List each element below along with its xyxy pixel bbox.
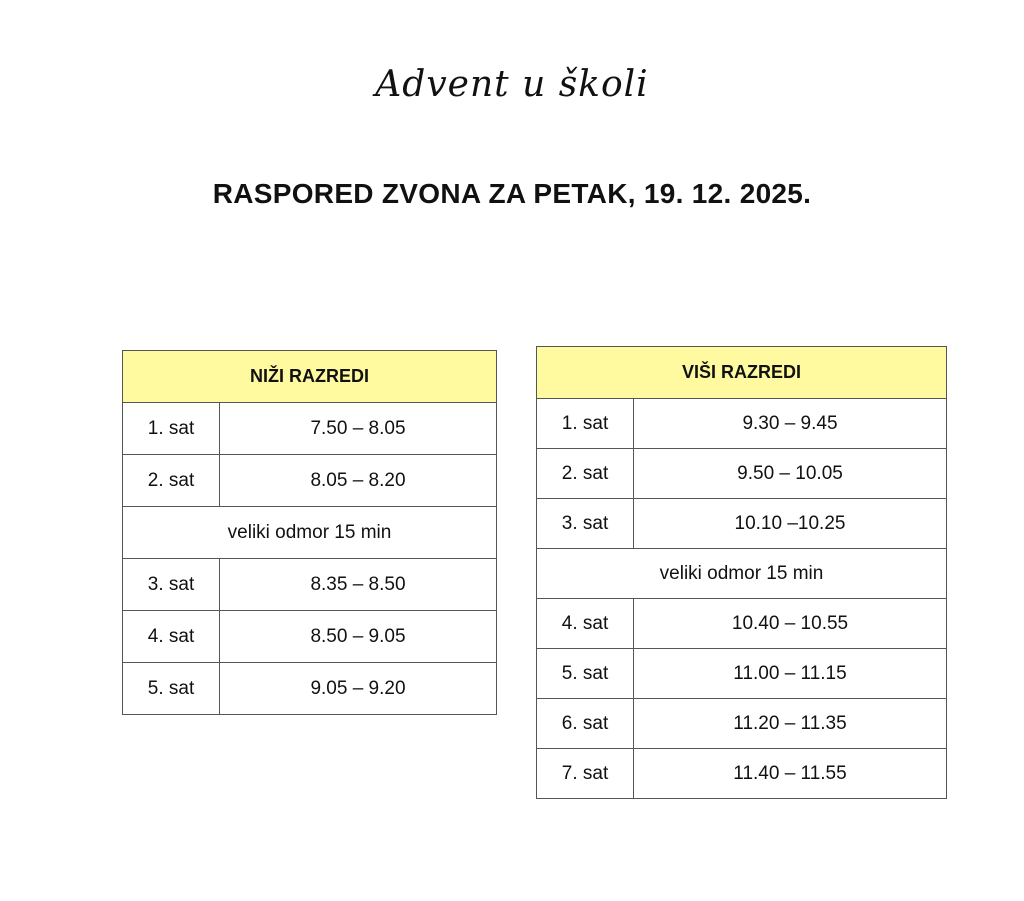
table-row xyxy=(537,699,947,749)
break-row xyxy=(537,549,947,599)
period-cell: 2. sat xyxy=(537,449,634,499)
table-row xyxy=(537,599,947,649)
period-cell: 1. sat xyxy=(537,399,634,449)
time-cell: 8.50 – 9.05 xyxy=(220,611,497,663)
schedule-subtitle: RASPORED ZVONA ZA PETAK, 19. 12. 2025. xyxy=(212,178,812,209)
time-cell: 10.40 – 10.55 xyxy=(634,599,947,649)
period-cell: 1. sat xyxy=(123,403,220,455)
table-row xyxy=(537,649,947,699)
period-cell: 4. sat xyxy=(123,611,220,663)
table-header-row xyxy=(123,351,497,403)
page-title: Advent u školi xyxy=(375,64,649,105)
time-cell: 8.35 – 8.50 xyxy=(220,559,497,611)
table-row xyxy=(123,559,497,611)
time-cell: 11.40 – 11.55 xyxy=(634,749,947,799)
time-cell: 8.05 – 8.20 xyxy=(220,455,497,507)
table-row xyxy=(123,663,497,715)
table-header-row xyxy=(537,347,947,399)
upper-grades-heading: VIŠI RAZREDI xyxy=(537,347,947,399)
upper-grades-table xyxy=(536,346,947,799)
period-cell: 3. sat xyxy=(537,499,634,549)
table-row xyxy=(123,455,497,507)
time-cell: 9.30 – 9.45 xyxy=(634,399,947,449)
break-row xyxy=(123,507,497,559)
table-row xyxy=(537,399,947,449)
period-cell: 4. sat xyxy=(537,599,634,649)
table-row xyxy=(537,499,947,549)
period-cell: 5. sat xyxy=(537,649,634,699)
break-cell: veliki odmor 15 min xyxy=(537,549,947,599)
period-cell: 7. sat xyxy=(537,749,634,799)
table-row xyxy=(123,611,497,663)
break-cell: veliki odmor 15 min xyxy=(123,507,497,559)
time-cell: 10.10 –10.25 xyxy=(634,499,947,549)
period-cell: 5. sat xyxy=(123,663,220,715)
time-cell: 9.05 – 9.20 xyxy=(220,663,497,715)
time-cell: 7.50 – 8.05 xyxy=(220,403,497,455)
time-cell: 11.00 – 11.15 xyxy=(634,649,947,699)
period-cell: 6. sat xyxy=(537,699,634,749)
time-cell: 9.50 – 10.05 xyxy=(634,449,947,499)
table-row xyxy=(123,403,497,455)
lower-grades-table xyxy=(122,350,497,715)
period-cell: 3. sat xyxy=(123,559,220,611)
table-row xyxy=(537,449,947,499)
table-row xyxy=(537,749,947,799)
lower-grades-heading: NIŽI RAZREDI xyxy=(123,351,497,403)
time-cell: 11.20 – 11.35 xyxy=(634,699,947,749)
period-cell: 2. sat xyxy=(123,455,220,507)
